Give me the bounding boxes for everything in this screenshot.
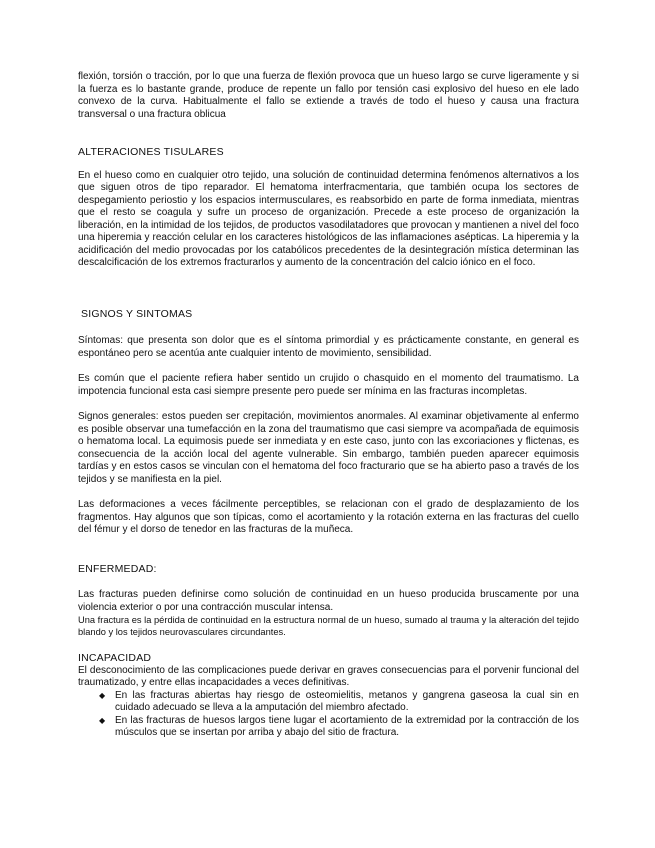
document-page — [78, 71, 579, 740]
heading-signos-y-sintomas: SIGNOS Y SINTOMAS — [81, 307, 193, 320]
alteraciones-paragraph: En el hueso como en cualquier otro tejido, una solución de continuidad determina fenómenos alternativos a los que siguen otros de tipo reparador. El hematoma interfracmentaria, que también ocupa los sectores de despegamiento periostio y los espacios intermusculares, es reabsorbido en parte de forma inmediata, mientras que el resto se coagula y sufre un proceso de organización. Precede a este proceso de organización la liberación, en la intimidad de los tejidos, de productos vasodilatadores que provocan y mantienen a nivel del foco una hiperemia y reacción celular en los caracteres histológicos de las inflamaciones asépticas. La hiperemia y la acidificación del medio provocadas por los catabólicos precedentes de la desintegración mística determinan las descalcificación de los extremos fracturarlos y aumento de la concentración del calcio iónico en el foco. — [78, 169, 579, 268]
heading-incapacidad: INCAPACIDAD — [78, 652, 152, 664]
heading-enfermedad: ENFERMEDAD: — [78, 562, 157, 575]
enfermedad-paragraph-perdida: Una fractura es la pérdida de continuidad en la estructura normal de un hueso, sumado al trauma y la alteración del tejido blando y los tejidos neurovasculares circundantes. — [78, 615, 579, 637]
enfermedad-paragraph-definicion: Las fracturas pueden definirse como solución de continuidad en un hueso producida bruscamente por una violencia exterior o por una contracción muscular intensa. — [78, 589, 579, 613]
signos-paragraph-sintomas: Síntomas: que presenta son dolor que es el síntoma primordial y es prácticamente constante, en general es espontáneo pero se acentúa ante cualquier intento de movimiento, sensibilidad. — [78, 335, 579, 359]
signos-paragraph-deformaciones: Las deformaciones a veces fácilmente perceptibles, se relacionan con el grado de desplazamiento de los fragmentos. Hay algunos que son típicas, como el acortamiento y la rotación externa en las fracturas del cuello del fémur y el dorso de tenedor en las fracturas de la muñeca. — [78, 499, 579, 535]
incapacidad-paragraph: El desconocimiento de las complicaciones puede derivar en graves consecuencias para el porvenir funcional del traumatizado, y entre ellas incapacidades a veces definitivas. — [78, 664, 579, 688]
list-item-text: En las fracturas abiertas hay riesgo de osteomielitis, metanos y gangrena gaseosa la cual sin en cuidado adecuado se lleva a la amputación del miembro afectado. — [115, 689, 579, 713]
list-item-text: En las fracturas de huesos largos tiene lugar el acortamiento de la extremidad por la contracción de los músculos que se insertan por arriba y abajo del sitio de fractura. — [115, 714, 579, 738]
incapacidad-bullet-list — [78, 690, 579, 740]
list-item — [78, 690, 579, 715]
signos-paragraph-generales: Signos generales: estos pueden ser crepitación, movimientos anormales. Al examinar objetivamente al enfermo es posible observar una tumefacción en la zona del traumatismo que casi siempre va acompañada de equimosis o hematoma local. La equimosis puede ser inmediata y en este caso, junto con las excoriaciones y flictenas, es consecuencia de la acción local del agente vulnerable. Sin embargo, también pueden aparecer equimosis tardías y en estos casos se vinculan con el hematoma del foco fracturario que se ha abierto paso a través de los tejidos y se manifiesta en la piel. — [78, 411, 579, 485]
heading-alteraciones-tisulares: ALTERACIONES TISULARES — [78, 146, 224, 158]
diamond-bullet-icon: ◆ — [99, 690, 106, 700]
list-item — [78, 715, 579, 740]
diamond-bullet-icon: ◆ — [99, 715, 106, 725]
signos-paragraph-crujido: Es común que el paciente refiera haber sentido un crujido o chasquido en el momento del traumatismo. La impotencia funcional esta casi siempre presente pero puede ser mínima en las fracturas incompletas. — [78, 373, 579, 397]
intro-paragraph: flexión, torsión o tracción, por lo que una fuerza de flexión provoca que un hueso largo se curve ligeramente y si la fuerza es lo bastante grande, produce de repente un fallo por tensión casi explosivo del hueso en ele lado convexo de la curva. Habitualmente el fallo se extiende a través de todo el hueso y causa una fractura transversal o una fractura oblicua — [78, 71, 579, 120]
